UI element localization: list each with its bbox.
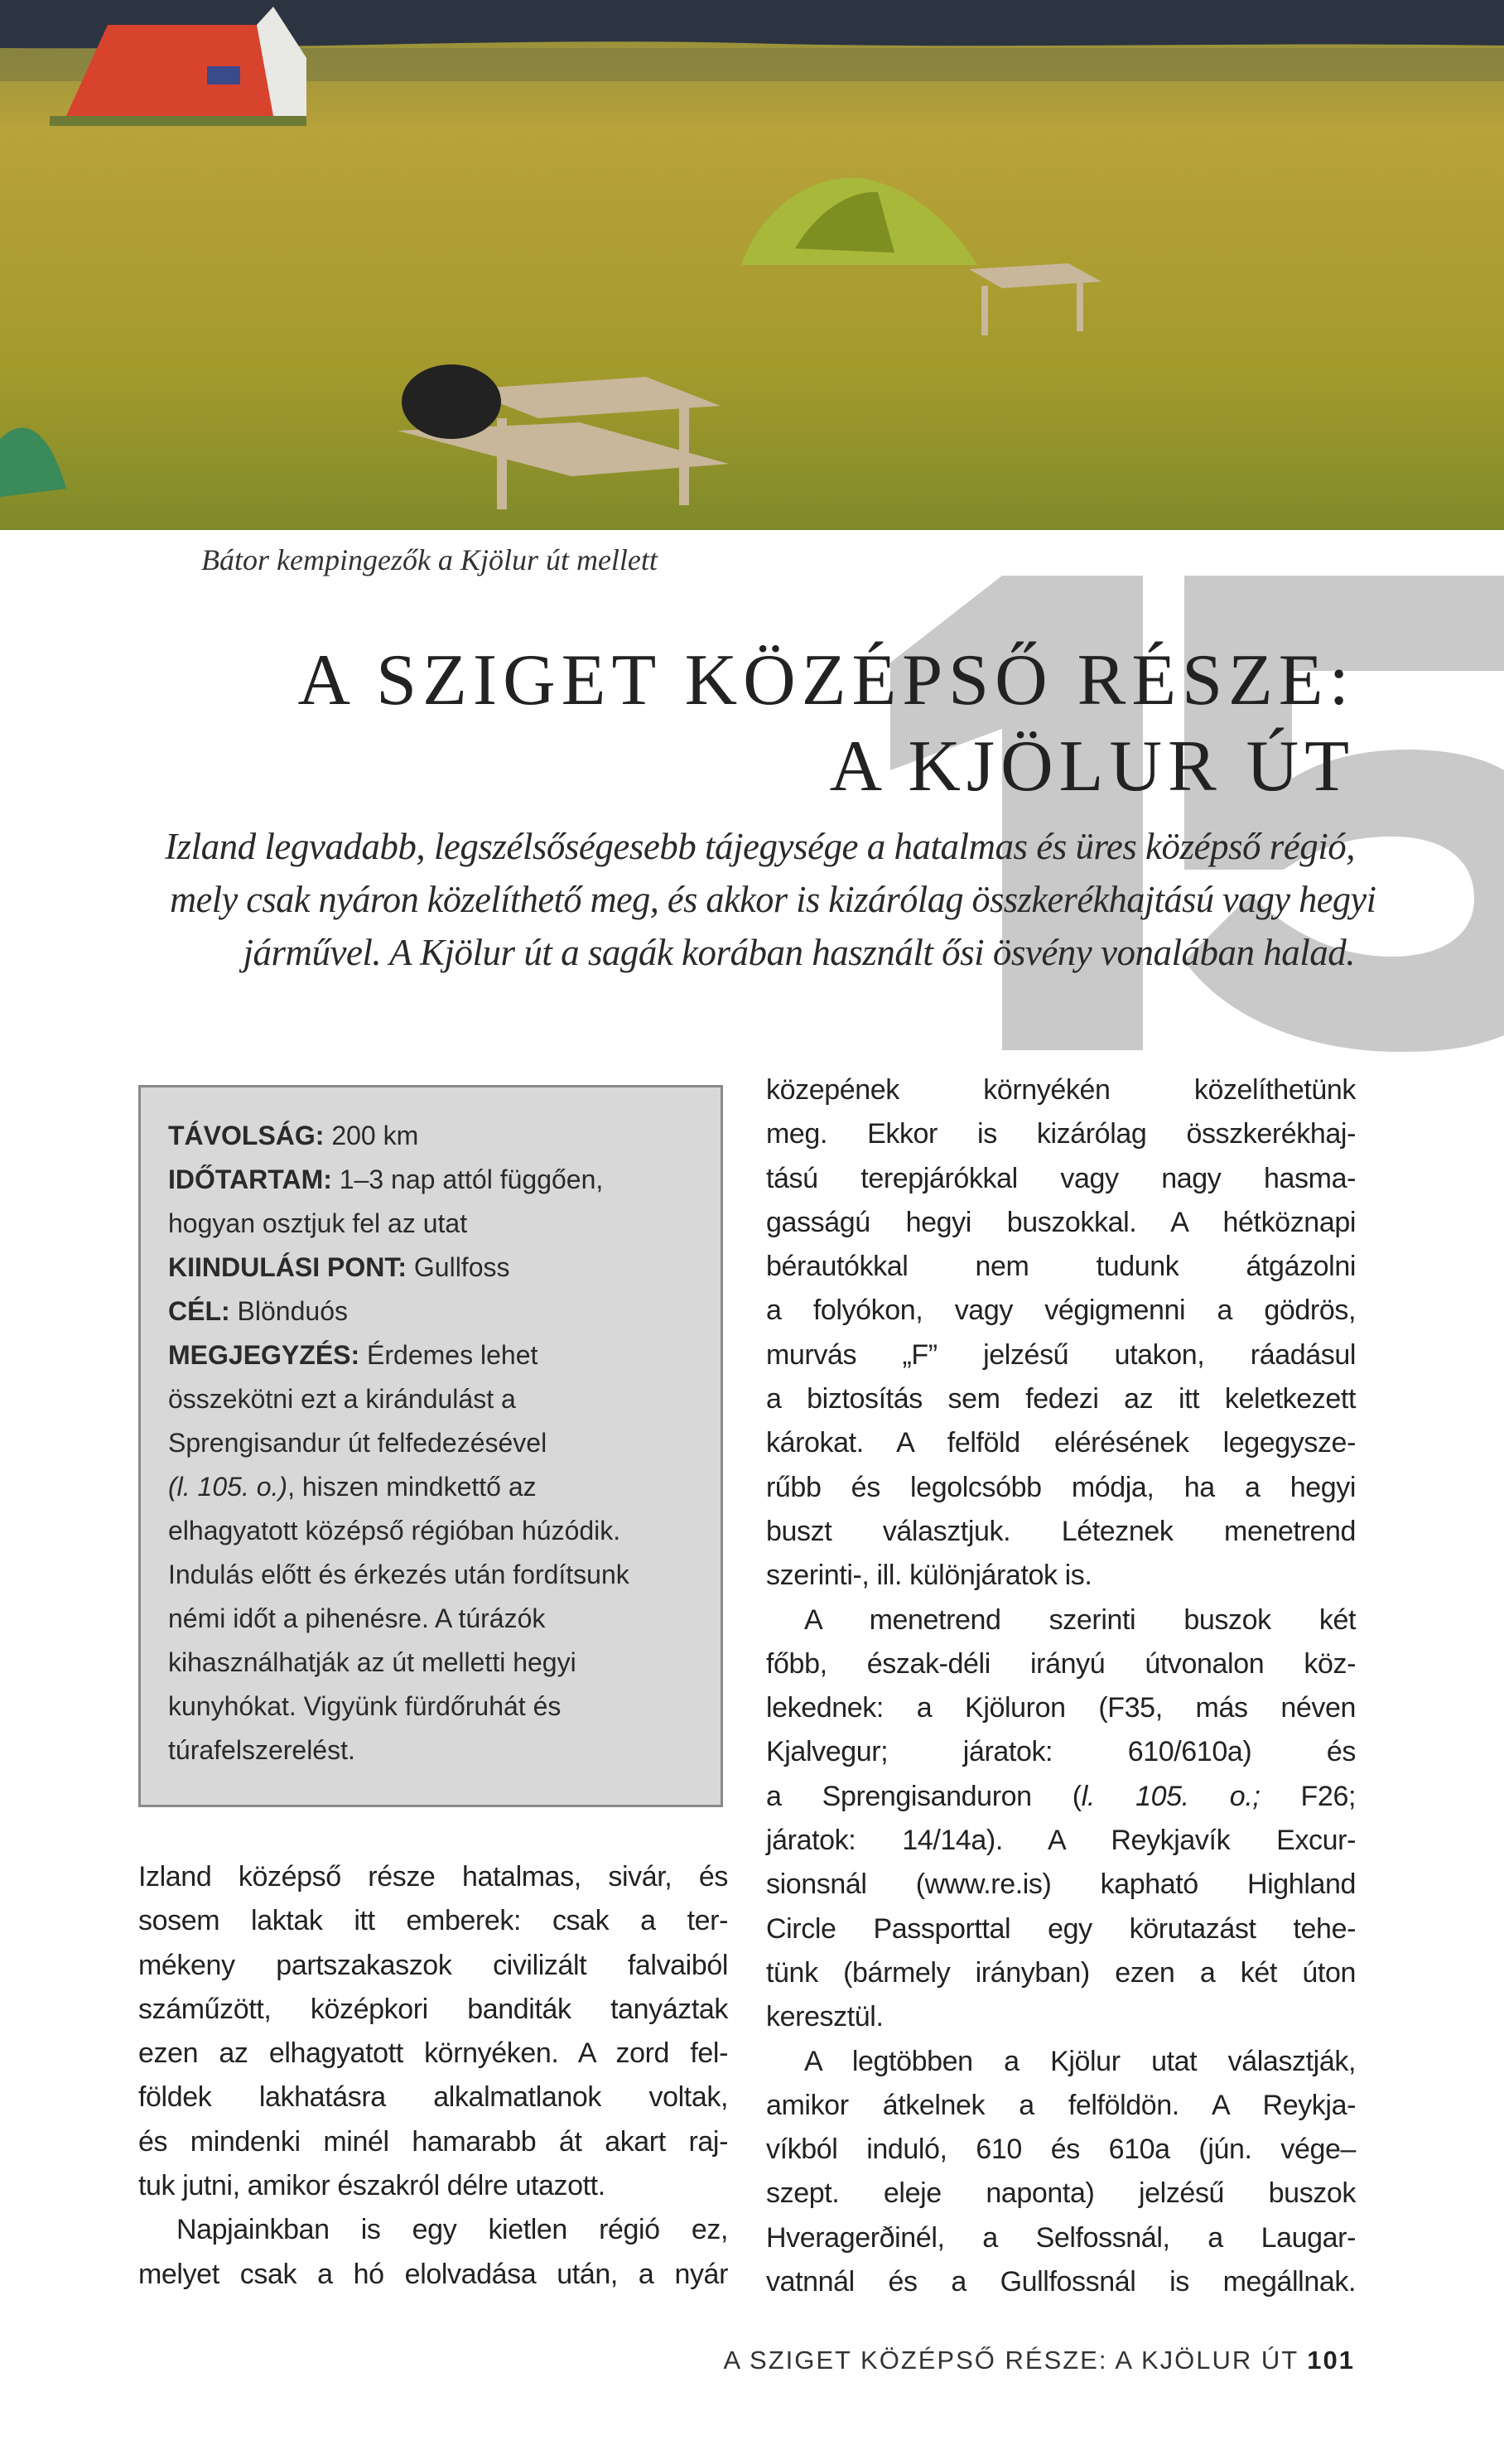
text-segment: Indulás előtt és érkezés után fordítsunk xyxy=(168,1560,629,1589)
info-line xyxy=(168,1685,698,1729)
page-number: 101 xyxy=(1307,2346,1355,2375)
text-line xyxy=(766,2260,1356,2304)
text-line xyxy=(766,1201,1356,1245)
chapter-title-line-1: A SZIGET KÖZÉPSŐ RÉSZE: xyxy=(297,640,1355,721)
text-segment: A legtöbben a Kjölur utat választják, xyxy=(804,2045,1356,2077)
text-segment: Izland középső része hatalmas, sivár, és xyxy=(138,1861,728,1893)
text-segment: lekednek: a Kjöluron (F35, más néven xyxy=(766,1692,1356,1724)
field-label: CÉL: xyxy=(168,1296,238,1326)
text-segment: és mindenki minél hamarabb át akart raj- xyxy=(138,2125,728,2158)
text-segment: bérautókkal nem tudunk átgázolni xyxy=(766,1251,1356,1283)
text-segment: A menetrend szerinti buszok két xyxy=(804,1603,1356,1636)
text-line xyxy=(766,1245,1356,1289)
text-line xyxy=(766,1157,1356,1201)
text-segment: a folyókon, vagy végigmenni a gödrös, xyxy=(766,1295,1356,1327)
text-segment: főbb, észak-déli irányú útvonalon köz- xyxy=(766,1647,1356,1680)
text-line xyxy=(766,1730,1356,1774)
text-segment: károkat. A felföld elérésének legegysze- xyxy=(766,1427,1356,1459)
text-segment: száműzött, középkori banditák tanyáztak xyxy=(138,1993,728,2025)
info-line xyxy=(168,1246,698,1290)
text-segment: sosem laktak itt emberek: csak a ter- xyxy=(138,1905,728,1937)
field-label: IDŐTARTAM: xyxy=(168,1164,340,1194)
info-line xyxy=(168,1290,698,1333)
info-line xyxy=(168,1421,698,1465)
body-column-right xyxy=(766,1068,1356,2304)
text-segment: túrafelszerelést. xyxy=(168,1735,355,1765)
field-label: TÁVOLSÁG: xyxy=(168,1121,332,1150)
text-segment: murvás „F” jelzésű utakon, ráadásul xyxy=(766,1338,1356,1371)
text-segment: mékeny partszakaszok civilizált falvaiból xyxy=(138,1949,728,1981)
text-segment: (l. 105. o.) xyxy=(168,1472,288,1502)
text-segment: kunyhókat. Vigyünk fürdőruhát és xyxy=(168,1691,562,1721)
text-line xyxy=(766,2128,1356,2172)
text-line xyxy=(138,1899,728,1943)
text-line xyxy=(766,1863,1356,1907)
text-line xyxy=(766,1510,1356,1554)
text-line xyxy=(138,2076,728,2119)
text-line xyxy=(766,2172,1356,2216)
text-segment: Érdemes lehet xyxy=(367,1340,538,1370)
text-line xyxy=(766,1466,1356,1510)
text-segment: némi időt a pihenésre. A túrázók xyxy=(168,1603,546,1633)
text-segment: elhagyatott középső régióban húzódik. xyxy=(168,1516,621,1545)
text-segment: Sprengisandur út felfedezésével xyxy=(168,1428,547,1458)
text-segment: tású terepjárókkal vagy nagy hasma- xyxy=(766,1162,1356,1194)
text-line xyxy=(766,1819,1356,1863)
text-segment: szept. eleje naponta) jelzésű buszok xyxy=(766,2177,1356,2210)
chapter-title-line-2: A KJÖLUR ÚT xyxy=(829,726,1355,807)
info-line xyxy=(168,1333,698,1377)
text-segment: tuk jutni, amikor északról délre utazott. xyxy=(138,2170,605,2202)
campsite-photo xyxy=(0,0,1504,530)
text-segment: Hveragerðinél, a Selfossnál, a Laugar- xyxy=(766,2221,1356,2254)
text-line xyxy=(766,1421,1356,1465)
text-line xyxy=(766,1775,1356,1819)
intro-line: járművel. A Kjölur út a sagák korában használt ősi ösvény vonalában halad. xyxy=(243,932,1355,973)
text-line xyxy=(766,1642,1356,1686)
text-line xyxy=(766,1333,1356,1377)
text-segment: buszt választjuk. Léteznek menetrend xyxy=(766,1515,1356,1547)
text-line xyxy=(138,1944,728,1988)
text-segment: meg. Ekkor is kizárólag összkerékhaj- xyxy=(766,1118,1356,1150)
text-segment: Blönduós xyxy=(237,1296,348,1326)
text-segment: l. 105. o.; xyxy=(1081,1780,1261,1812)
text-line xyxy=(138,2253,728,2297)
info-box xyxy=(138,1085,723,1807)
text-segment: víkból induló, 610 és 610a (jún. vége– xyxy=(766,2134,1356,2166)
text-segment: sionsnál (www.re.is) kapható Highland xyxy=(766,1868,1356,1901)
text-segment: földek lakhatásra alkalmatlanok voltak, xyxy=(138,2081,728,2114)
running-title: A SZIGET KÖZÉPSŐ RÉSZE: A KJÖLUR ÚT xyxy=(723,2346,1299,2375)
info-line xyxy=(168,1597,698,1641)
text-segment: vatnnál és a Gullfossnál is megállnak. xyxy=(766,2266,1356,2298)
text-segment: F26; xyxy=(1260,1780,1356,1812)
text-segment: Napjainkban is egy kietlen régió ez, xyxy=(176,2214,728,2246)
text-line xyxy=(766,1995,1356,2039)
text-line xyxy=(766,2040,1356,2084)
text-segment: közepének környékén közelíthetünk xyxy=(766,1074,1356,1106)
text-segment: melyet csak a hó elolvadása után, a nyár xyxy=(138,2258,728,2290)
text-segment: ezen az elhagyatott környéken. A zord fel- xyxy=(138,2037,728,2070)
text-segment: Circle Passporttal egy körutazást tehe- xyxy=(766,1912,1356,1945)
text-segment: 200 km xyxy=(331,1121,419,1150)
text-segment: Gullfoss xyxy=(413,1252,510,1282)
text-line xyxy=(138,2120,728,2164)
info-box-text xyxy=(168,1114,698,1772)
text-segment: rűbb és legolcsóbb módja, ha a hegyi xyxy=(766,1471,1356,1503)
text-line xyxy=(138,1988,728,2032)
text-line xyxy=(766,1907,1356,1951)
info-line xyxy=(168,1158,698,1202)
text-line xyxy=(138,2208,728,2252)
info-line xyxy=(168,1729,698,1772)
text-line xyxy=(766,1598,1356,1642)
field-label: MEGJEGYZÉS: xyxy=(168,1340,368,1370)
info-line xyxy=(168,1553,698,1597)
text-line xyxy=(766,1951,1356,1995)
text-line xyxy=(766,1289,1356,1333)
photo-caption: Bátor kempingezők a Kjölur út mellett xyxy=(201,543,658,576)
text-line xyxy=(766,1554,1356,1598)
text-segment: , hiszen mindkettő az xyxy=(287,1472,537,1502)
chapter-title xyxy=(297,638,1355,810)
text-line xyxy=(766,2216,1356,2260)
text-line xyxy=(766,2084,1356,2128)
text-segment: tünk (bármely irányban) ezen a két úton xyxy=(766,1956,1356,1989)
text-segment: amikor átkelnek a felföldön. A Reykja- xyxy=(766,2089,1356,2121)
text-line xyxy=(138,1855,728,1899)
text-segment: kihasználhatják az út melletti hegyi xyxy=(168,1647,576,1677)
body-column-left xyxy=(138,1855,728,2297)
text-segment: szerinti-, ill. különjáratok is. xyxy=(766,1560,1092,1592)
text-segment: 1–3 nap attól függően, xyxy=(339,1164,604,1194)
text-segment: Kjalvegur; járatok: 610/610a) és xyxy=(766,1736,1356,1768)
text-segment: összekötni ezt a kirándulást a xyxy=(168,1384,516,1414)
text-segment: hogyan osztjuk fel az utat xyxy=(168,1208,468,1238)
text-line xyxy=(138,2032,728,2076)
backpack xyxy=(402,364,501,439)
chapter-intro xyxy=(149,820,1376,979)
intro-line: Izland legvadabb, legszélsőségesebb tájegysége a hatalmas és üres középső régió, xyxy=(165,826,1355,867)
info-line xyxy=(168,1641,698,1685)
info-line xyxy=(168,1509,698,1553)
text-segment: a biztosítás sem fedezi az itt keletkezett xyxy=(766,1383,1356,1415)
text-line xyxy=(766,1686,1356,1730)
text-segment: keresztül. xyxy=(766,2001,884,2033)
running-footer xyxy=(723,2346,1355,2375)
text-segment: a Sprengisanduron ( xyxy=(766,1780,1082,1812)
intro-line: mely csak nyáron közelíthető meg, és akkor is kizárólag összkerékhajtású vagy hegyi xyxy=(170,879,1376,920)
text-segment: gasságú hegyi buszokkal. A hétköznapi xyxy=(766,1206,1356,1238)
text-segment: járatok: 14/14a). A Reykjavík Excur- xyxy=(766,1825,1356,1857)
info-line xyxy=(168,1114,698,1158)
text-line xyxy=(766,1377,1356,1421)
text-line xyxy=(766,1068,1356,1112)
info-line xyxy=(168,1377,698,1421)
text-line xyxy=(138,2164,728,2208)
info-line xyxy=(168,1465,698,1509)
text-line xyxy=(766,1112,1356,1156)
info-line xyxy=(168,1202,698,1246)
field-label: KIINDULÁSI PONT: xyxy=(168,1252,414,1282)
